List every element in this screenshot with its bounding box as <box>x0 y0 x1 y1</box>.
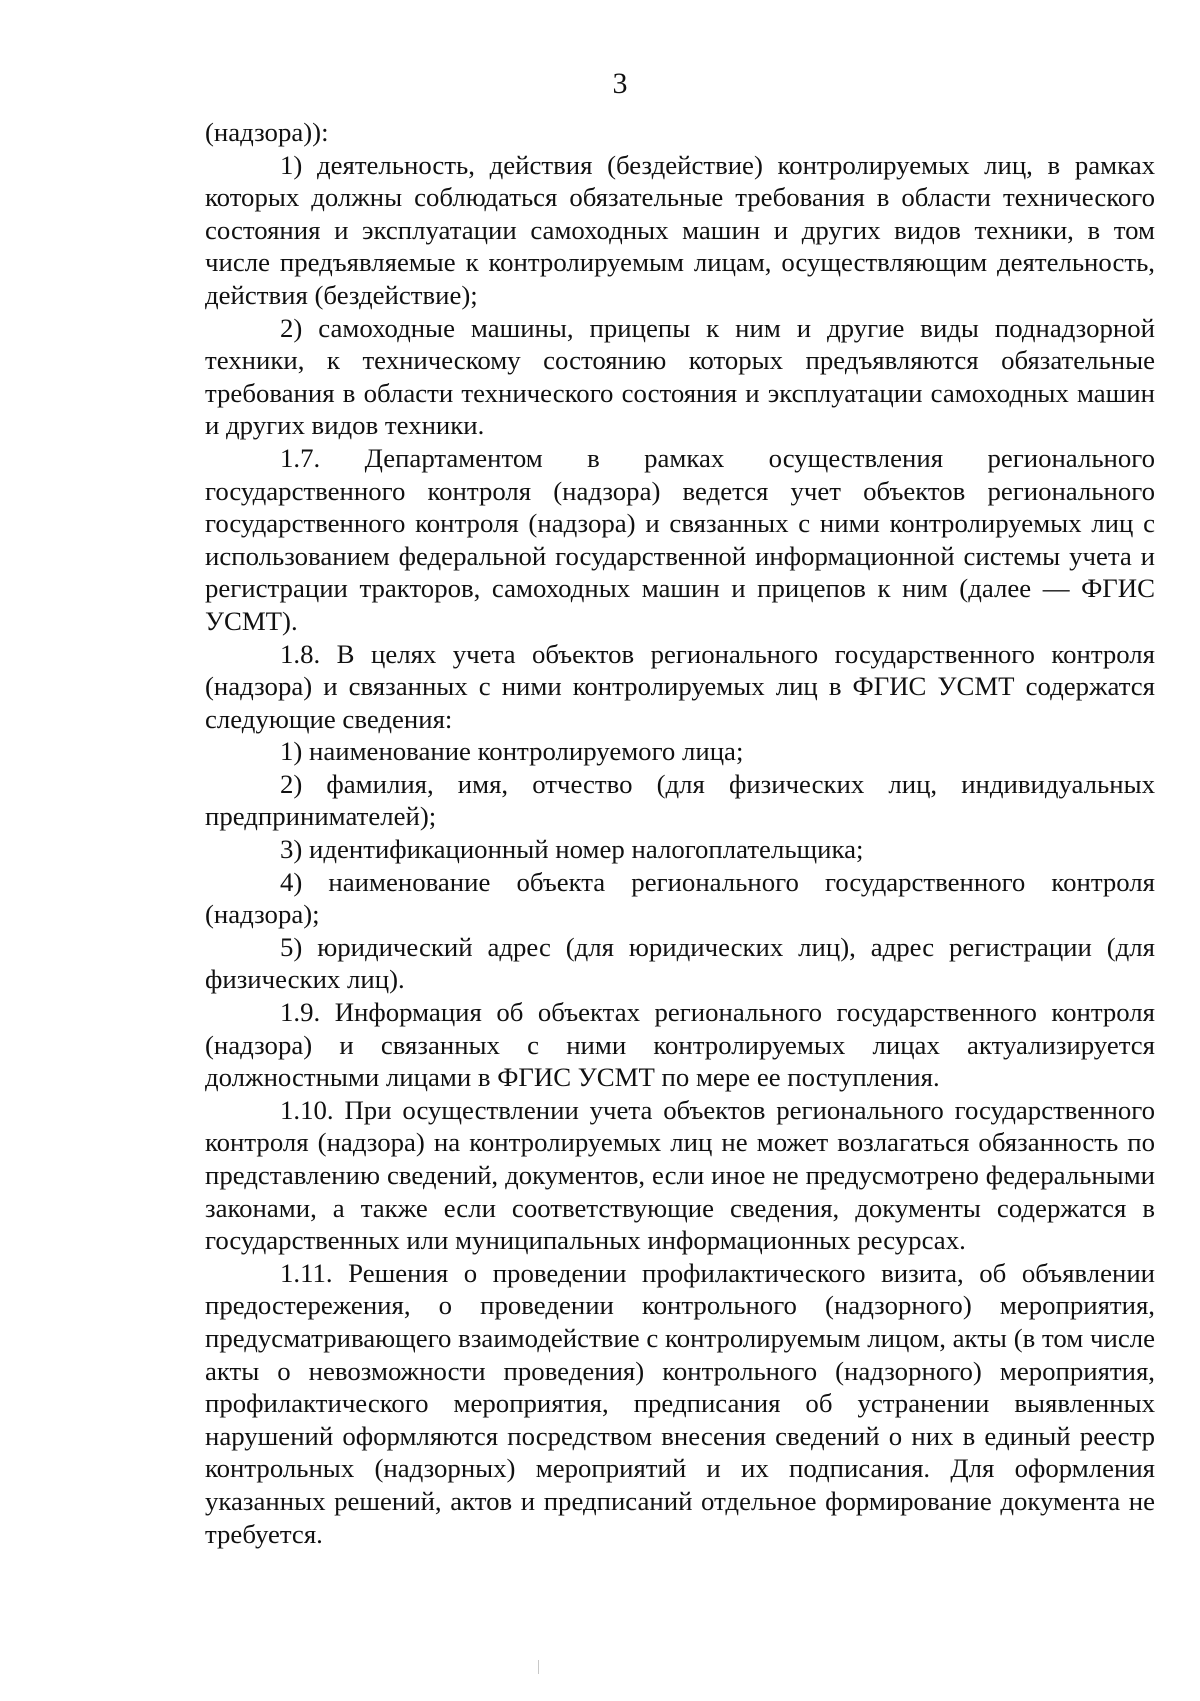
paragraph-1-8-item-1: 1) наименование контролируемого лица; <box>280 736 744 767</box>
paragraph-1-8-item-3: 3) идентификационный номер налогоплательщика; <box>280 834 864 865</box>
paragraph-1-8-item-2: 2) фамилия, имя, отчество (для физических лиц, индивидуальных предпринимателей); <box>205 768 1155 832</box>
paragraph-1-11: 1.11. Решения о проведении профилактического визита, об объявлении предостережения, о проведении контрольного (надзорного) мероприятия, предусматривающего взаимодействие с контролируемым лицом, акты (в том числе акты о невозможности проведения) контрольного (надзорного) мероприятия, профилактического мероприятия, предписания об устранении выявленных нарушений оформляются посредством внесения сведений о них в единый реестр контрольных (надзорных) мероприятий и их подписания. Для оформления указанных решений, актов и предписаний отдельное формирование документа не требуется. <box>205 1257 1155 1549</box>
paragraph-1-8-item-5: 5) юридический адрес (для юридических лиц), адрес регистрации (для физических лиц). <box>205 931 1155 995</box>
paragraph-item-1: 1) деятельность, действия (бездействие) контролируемых лиц, в рамках которых должны соблюдаться обязательные требования в области технического состояния и эксплуатации самоходных машин и других видов техники, в том числе предъявляемые к контролируемым лицам, осуществляющим деятельность, действия (бездействие); <box>205 149 1155 310</box>
paragraph-item-2: 2) самоходные машины, прицепы к ним и другие виды поднадзорной техники, к техническому состоянию которых предъявляются обязательные требования в области технического состояния и эксплуатации самоходных машин и других видов техники. <box>205 312 1155 441</box>
paragraph-1-9: 1.9. Информация об объектах регионального государственного контроля (надзора) и связанных с ними контролируемых лицах актуализируется должностными лицами в ФГИС УСМТ по мере ее поступления. <box>205 997 1155 1093</box>
paragraph-1-8-item-4: 4) наименование объекта регионального государственного контроля (надзора); <box>205 866 1155 930</box>
page-number: 3 <box>612 67 628 100</box>
paragraph-1-8: 1.8. В целях учета объектов регионального государственного контроля (надзора) и связанных с ними контролируемых лиц в ФГИС УСМТ содержатся следующие сведения: <box>205 638 1155 734</box>
paragraph-continuation: (надзора)): <box>205 117 329 147</box>
scan-artifact <box>538 1660 539 1674</box>
paragraph-1-10: 1.10. При осуществлении учета объектов регионального государственного контроля (надзора) на контролируемых лиц не может возлагаться обязанность по представлению сведений, документов, если иное не предусмотрено федеральными законами, а также если соответствующие сведения, документы содержатся в государственных или муниципальных информационных ресурсах. <box>205 1094 1155 1256</box>
document-body <box>205 116 1155 1550</box>
paragraph-1-7: 1.7. Департаментом в рамках осуществления регионального государственного контроля (надзора) ведется учет объектов регионального государственного контроля (надзора) и связанных с ними контролируемых лиц с использованием федеральной государственной информационной системы учета и регистрации тракторов, самоходных машин и прицепов к ним (далее — ФГИС УСМТ). <box>205 442 1155 636</box>
